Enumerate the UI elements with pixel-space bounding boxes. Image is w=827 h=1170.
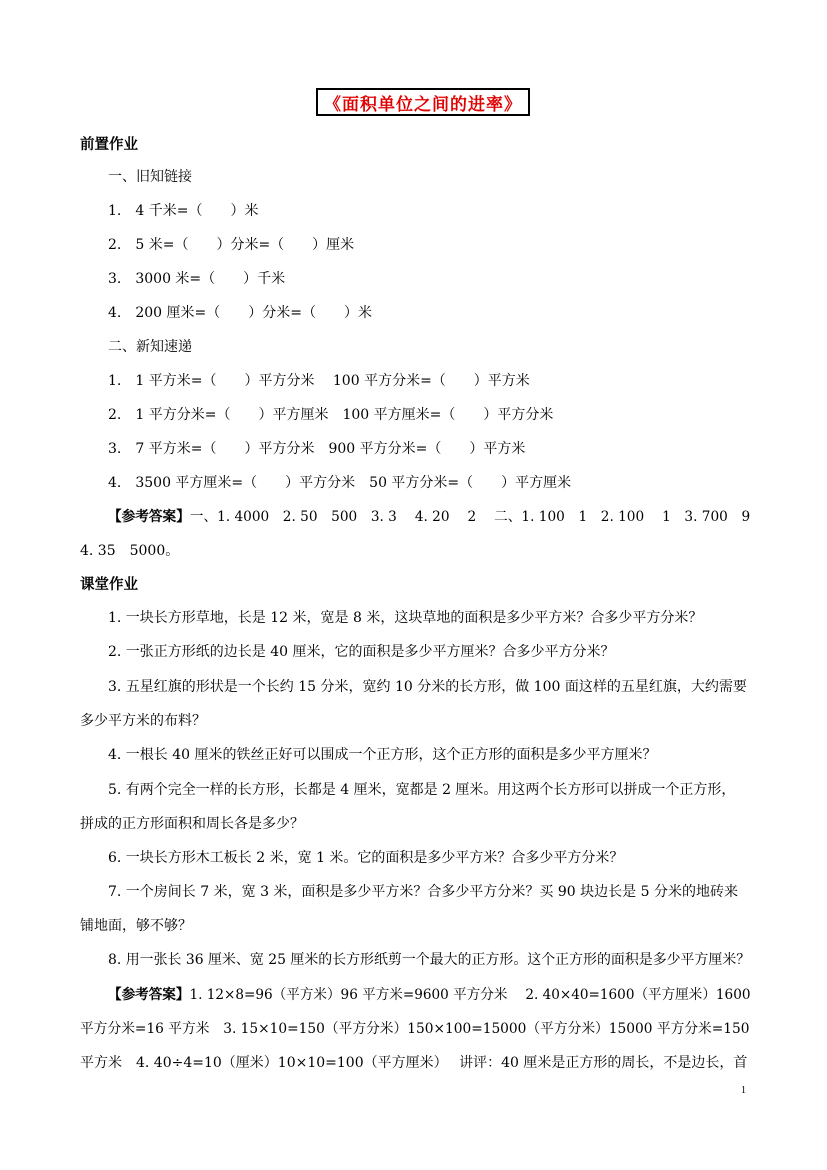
answer-label: 【参考答案】 [108, 987, 190, 1003]
pre-item-4: 4. 200 厘米=（ ）分米=（ ）米 [108, 305, 372, 321]
pre-item-3: 3. 3000 米=（ ）千米 [108, 271, 286, 287]
new-item-2: 2. 1 平方分米=（ ）平方厘米 100 平方厘米=（ ）平方分米 [108, 407, 554, 423]
pre-answer-line-2: 4. 35 5000。 [80, 543, 180, 559]
section-old-knowledge: 一、旧知链接 [108, 169, 192, 185]
answer-label: 【参考答案】 [108, 509, 190, 525]
pre-answer-line-1 [108, 506, 750, 526]
pre-item-2: 2. 5 米=（ ）分米=（ ）厘米 [108, 237, 355, 253]
class-question-6: 6. 一块长方形木工板长 2 米，宽 1 米。它的面积是多少平方米？合多少平方分米？ [108, 850, 624, 866]
class-answer-text: 1. 12×8=96（平方米）96 平方米=9600 平方分米 2. 40×40=1600（平方厘米）1600 [189, 987, 751, 1003]
class-question-1: 1. 一块长方形草地，长是 12 米，宽是 8 米，这块草地的面积是多少平方米？合多少平方分米？ [108, 610, 703, 626]
section-new-knowledge: 二、新知速递 [108, 339, 192, 355]
class-question-4: 4. 一根长 40 厘米的铁丝正好可以围成一个正方形，这个正方形的面积是多少平方厘米？ [108, 747, 657, 763]
pre-answer-text: 一、1. 4000 2. 50 500 3. 3 4. 20 2 二、1. 100 1 2. 100 1 3. 700 9 [189, 509, 751, 525]
new-item-3: 3. 7 平方米=（ ）平方分米 900 平方分米=（ ）平方米 [108, 441, 526, 457]
class-question-7-cont: 铺地面，够不够？ [80, 918, 192, 934]
class-question-8: 8. 用一张长 36 厘米、宽 25 厘米的长方形纸剪一个最大的正方形。这个正方形的面积是多少平方厘米？ [108, 952, 751, 968]
class-question-5: 5. 有两个完全一样的长方形，长都是 4 厘米，宽都是 2 厘米。用这两个长方形可以拼成一个正方形， [108, 782, 736, 798]
document-title: 《面积单位之间的进率》 [316, 88, 530, 116]
heading-class-work: 课堂作业 [80, 577, 138, 593]
class-question-5-cont: 拼成的正方形面积和周长各是多少？ [80, 816, 304, 832]
class-question-2: 2. 一张正方形纸的边长是 40 厘米，它的面积是多少平方厘米？合多少平方分米？ [108, 644, 615, 660]
new-item-1: 1. 1 平方米=（ ）平方分米 100 平方分米=（ ）平方米 [108, 373, 530, 389]
heading-pre-work: 前置作业 [80, 137, 138, 153]
class-question-7: 7. 一个房间长 7 米，宽 3 米，面积是多少平方米？合多少平方分米？买 90 块边长是 5 分米的地砖来 [108, 884, 738, 900]
class-question-3-cont: 多少平方米的布料？ [80, 713, 206, 729]
class-question-3: 3. 五星红旗的形状是一个长约 15 分米，宽约 10 分米的长方形，做 100 面这样的五星红旗，大约需要 [108, 679, 747, 695]
class-answer-line-3: 平方米 4. 40÷4=10（厘米）10×10=100（平方厘米） 讲评：40 厘米是正方形的周长，不是边长，首 [80, 1055, 748, 1071]
new-item-4: 4. 3500 平方厘米=（ ）平方分米 50 平方分米=（ ）平方厘米 [108, 475, 572, 491]
page-number: 1 [741, 1085, 746, 1096]
class-answer-line-1 [108, 984, 750, 1004]
pre-item-1: 1. 4 千米=（ ）米 [108, 203, 259, 219]
class-answer-line-2: 平方分米=16 平方米 3. 15×10=150（平方分米）150×100=15000（平方分米）15000 平方分米=150 [80, 1021, 750, 1037]
